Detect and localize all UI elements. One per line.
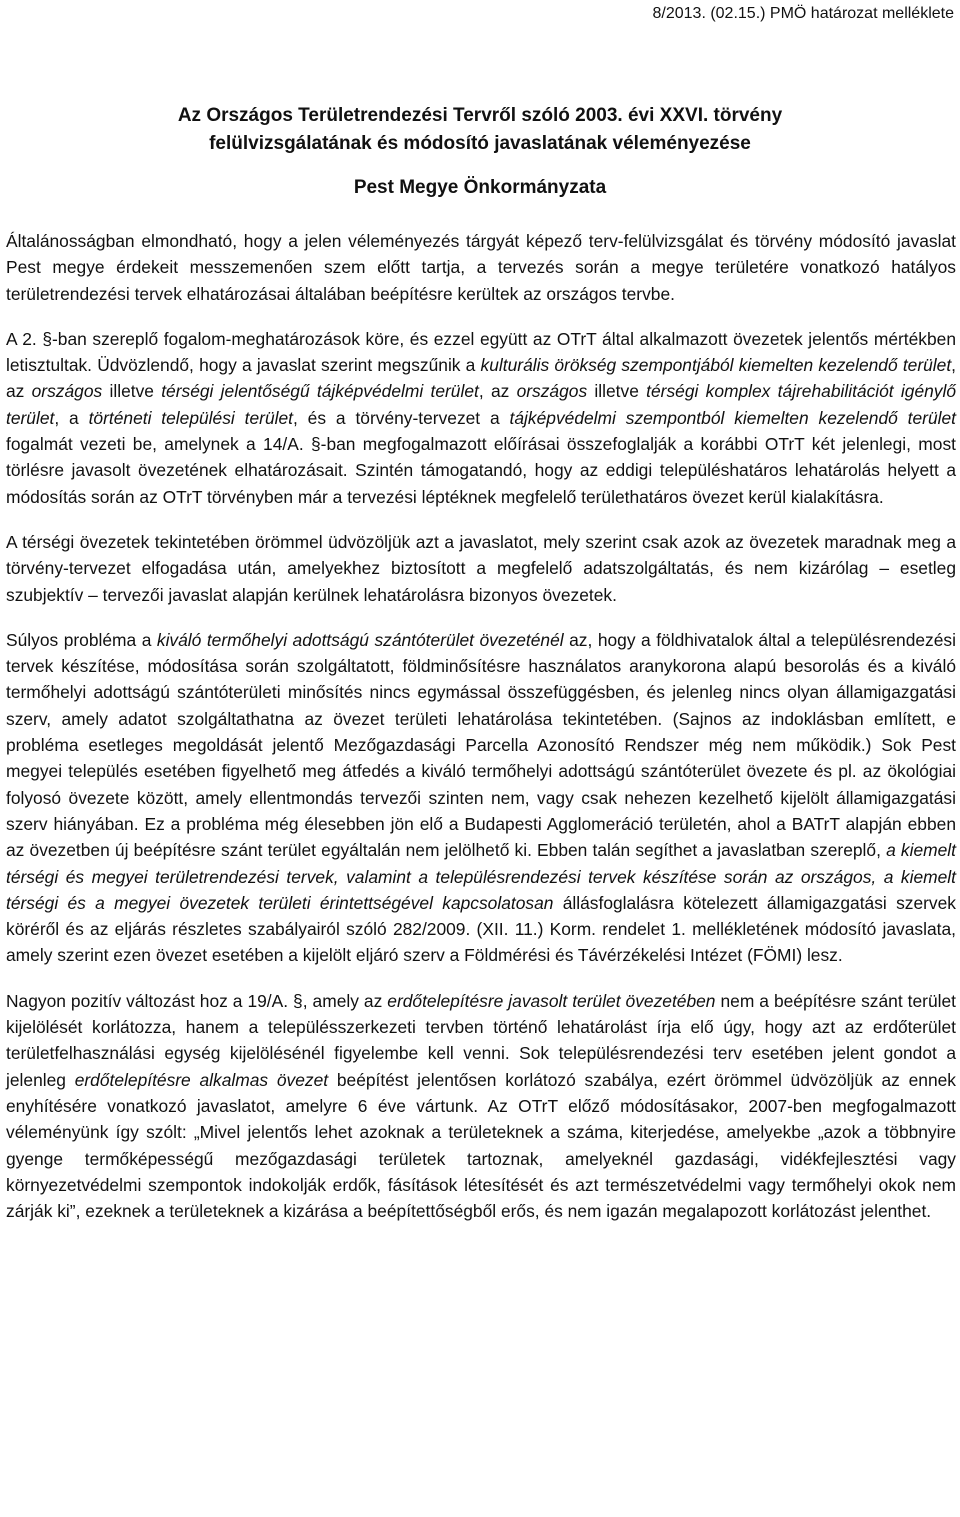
paragraph-general: Általánosságban elmondható, hogy a jelen véleményezés tárgyát képező terv-felülvizsgálat és törvény módosító javaslat Pest megye érdekeit messzemenően szem előtt tartja, a tervezés során a megye területére vonatkozó hatályos területrendezési tervek elhatározásai általában beépítésre kerültek az országos tervbe.	[6, 231, 956, 304]
italic-term: térségi komplex tájrehabilitációt igénylő terület	[6, 381, 957, 428]
italic-term: erdőtelepítésre javasolt terület övezetében	[387, 990, 716, 1011]
italic-term: országos	[516, 381, 588, 402]
document-title	[0, 102, 960, 158]
italic-term: történeti települési terület	[88, 407, 293, 428]
paragraph-text: az, hogy a földhivatalok által a településrendezési tervek készítése, módosítása során szolgáltatott, földminősítésre használatos aranykorona alapú besorolás és a kiváló termőhelyi adottságú szántóterületi minősítés nincs egymással összefüggésben, és jelenleg nincs olyan államigazgatási szerv, amely adatot szolgáltathatna az övezet területi lehatárolása tekintetében. (Sajnos az indoklásban említett, e probléma esetleges megoldását jelentő Mezőgazdasági Parcella Azonosító Rendszer még nem működik.) Sok Pest megyei település esetében figyelhető meg átfedés a kiváló termőhelyi adottságú szántóterület övezete és pl. az ökológiai folyosó övezete között, amely ellentmondás tervezői szinten nem, vagy csak nehezen kezelhető kijelölt államigazgatási szerv hiányában. Ez a probléma még élesebben jön elő a Budapesti Agglomeráció területén, ahol a BATrT alapján ebben az övezetben új beépítésre szánt terület egyáltalán nem jelölhető ki. Ebben talán segíthet a javaslatban szereplő,	[6, 629, 956, 861]
paragraph-text: Nagyon pozitív változást hoz a 19/A. §, amely az	[6, 990, 388, 1011]
italic-term: országos	[31, 381, 103, 402]
paragraph-text: , az	[6, 355, 956, 402]
italic-term: a kiemelt térségi és megyei területrendezési tervek, valamint a településrendezési tervek készítése során az országos, a kiemelt térségi és a megyei övezetek területi érintettségével kapcsolatosan	[6, 840, 956, 913]
paragraph-definitions	[6, 326, 956, 510]
paragraph-text: , a	[54, 407, 89, 428]
italic-term: térségi jelentőségű tájképvédelmi terület	[161, 381, 479, 402]
paragraph-text: nem a beépítésre szánt terület kijelölését korlátozza, hanem a településszerkezeti tervben történő lehatárolást írja elő úgy, hogy azt az erdőterület területfelhasználási egység kijelölésénél figyelembe kell venni. Sok településrendezési terv esetében jelent gondot a jelenleg	[6, 990, 956, 1090]
paragraph-text: A 2. §-ban szereplő fogalom-meghatározások köre, és ezzel együtt az OTrT által alkalmazott övezetek jelentős mértékben letisztultak. Üdvözlendő, hogy a javaslat szerint megszűnik a	[6, 328, 956, 376]
paragraph-text: , és a törvény-tervezet a	[292, 407, 510, 428]
paragraph-text: illetve	[587, 381, 647, 402]
title-line-2: felülvizsgálatának és módosító javaslatának véleményezése	[209, 133, 751, 154]
italic-term: erdőtelepítésre alkalmas övezet	[74, 1069, 329, 1090]
document-body	[6, 228, 956, 1243]
italic-term: kiváló termőhelyi adottságú szántóterület övezeténél	[156, 629, 564, 650]
paragraph-regional-zones: A térségi övezetek tekintetében örömmel üdvözöljük azt a javaslatot, mely szerint csak azok az övezetek maradnak meg a törvény-tervezet elfogadása után, amelyekhez biztosított a megfelelő adatszolgáltatás, és nem kizárólag – esetleg szubjektív – tervezői javaslat alapján kerülnek lehatárolásra bizonyos övezetek.	[6, 531, 956, 605]
paragraph-afforestation	[6, 988, 956, 1225]
paragraph-text: beépítést jelentősen korlátozó szabálya, ezért örömmel üdvözöljük az ennek enyhítésére vonatkozó javaslatot, amelyre 6 éve vártunk. Az OTrT előző módosításakor, 2007-ben megfogalmazott véleményünk így szólt: „Mivel jelentős lehet azoknak a területeknek a száma, kiterjedése, amelyekbe „azok a többnyire gyenge termőképességű mezőgazdasági területek tartoznak, amelyeknél gazdasági, vidékfejlesztési vagy környezetvédelmi szempontok indokolják erdők, fásítások létesítését és azt természetvédelmi vagy termőhelyi okok nem zárják ki”, ezeknek a területeknek a kizárása a beépítettőségből erős, és nem igazán megalapozott korlátozást jelenthet.	[6, 1069, 956, 1222]
title-line-1: Az Országos Területrendezési Tervről szóló 2003. évi XXVI. törvény	[177, 105, 783, 126]
header-reference-note: 8/2013. (02.15.) PMÖ határozat melléklete	[652, 5, 954, 22]
paragraph-text: , az	[478, 381, 517, 402]
paragraph-text: illetve	[102, 381, 162, 402]
paragraph-text: Súlyos probléma a	[6, 629, 157, 650]
paragraph-arable-land	[6, 627, 956, 969]
document-subtitle: Pest Megye Önkormányzata	[353, 177, 607, 198]
italic-term: tájképvédelmi szempontból kiemelten kezelendő terület	[509, 407, 956, 428]
paragraph-text: állásfoglalásra kötelezett államigazgatási szervek köréről és az eljárás részletes szabályairól szóló 282/2009. (XII. 11.) Korm. rendelet 1. mellékletének módosító javaslata, amely szerint ezen övezet esetében a kijelölt eljáró szerv a Földmérési és Távérzékelési Intézet (FÖMI) lesz.	[6, 892, 956, 966]
italic-term: kulturális örökség szempontjából kiemelten kezelendő terület	[480, 355, 952, 376]
paragraph-text: fogalmát vezeti be, amelynek a 14/A. §-ban megfogalmazott előírásai összefoglalják a korábbi OTrT két jelenlegi, most törlésre javasolt övezetének elhatározásait. Szintén támogatandó, hogy az eddigi településhatáros lehatárolás helyett a módosítás során az OTrT törvényben már a tervezési léptéknek megfelelő területhatáros övezet kerül kialakításra.	[6, 434, 956, 507]
